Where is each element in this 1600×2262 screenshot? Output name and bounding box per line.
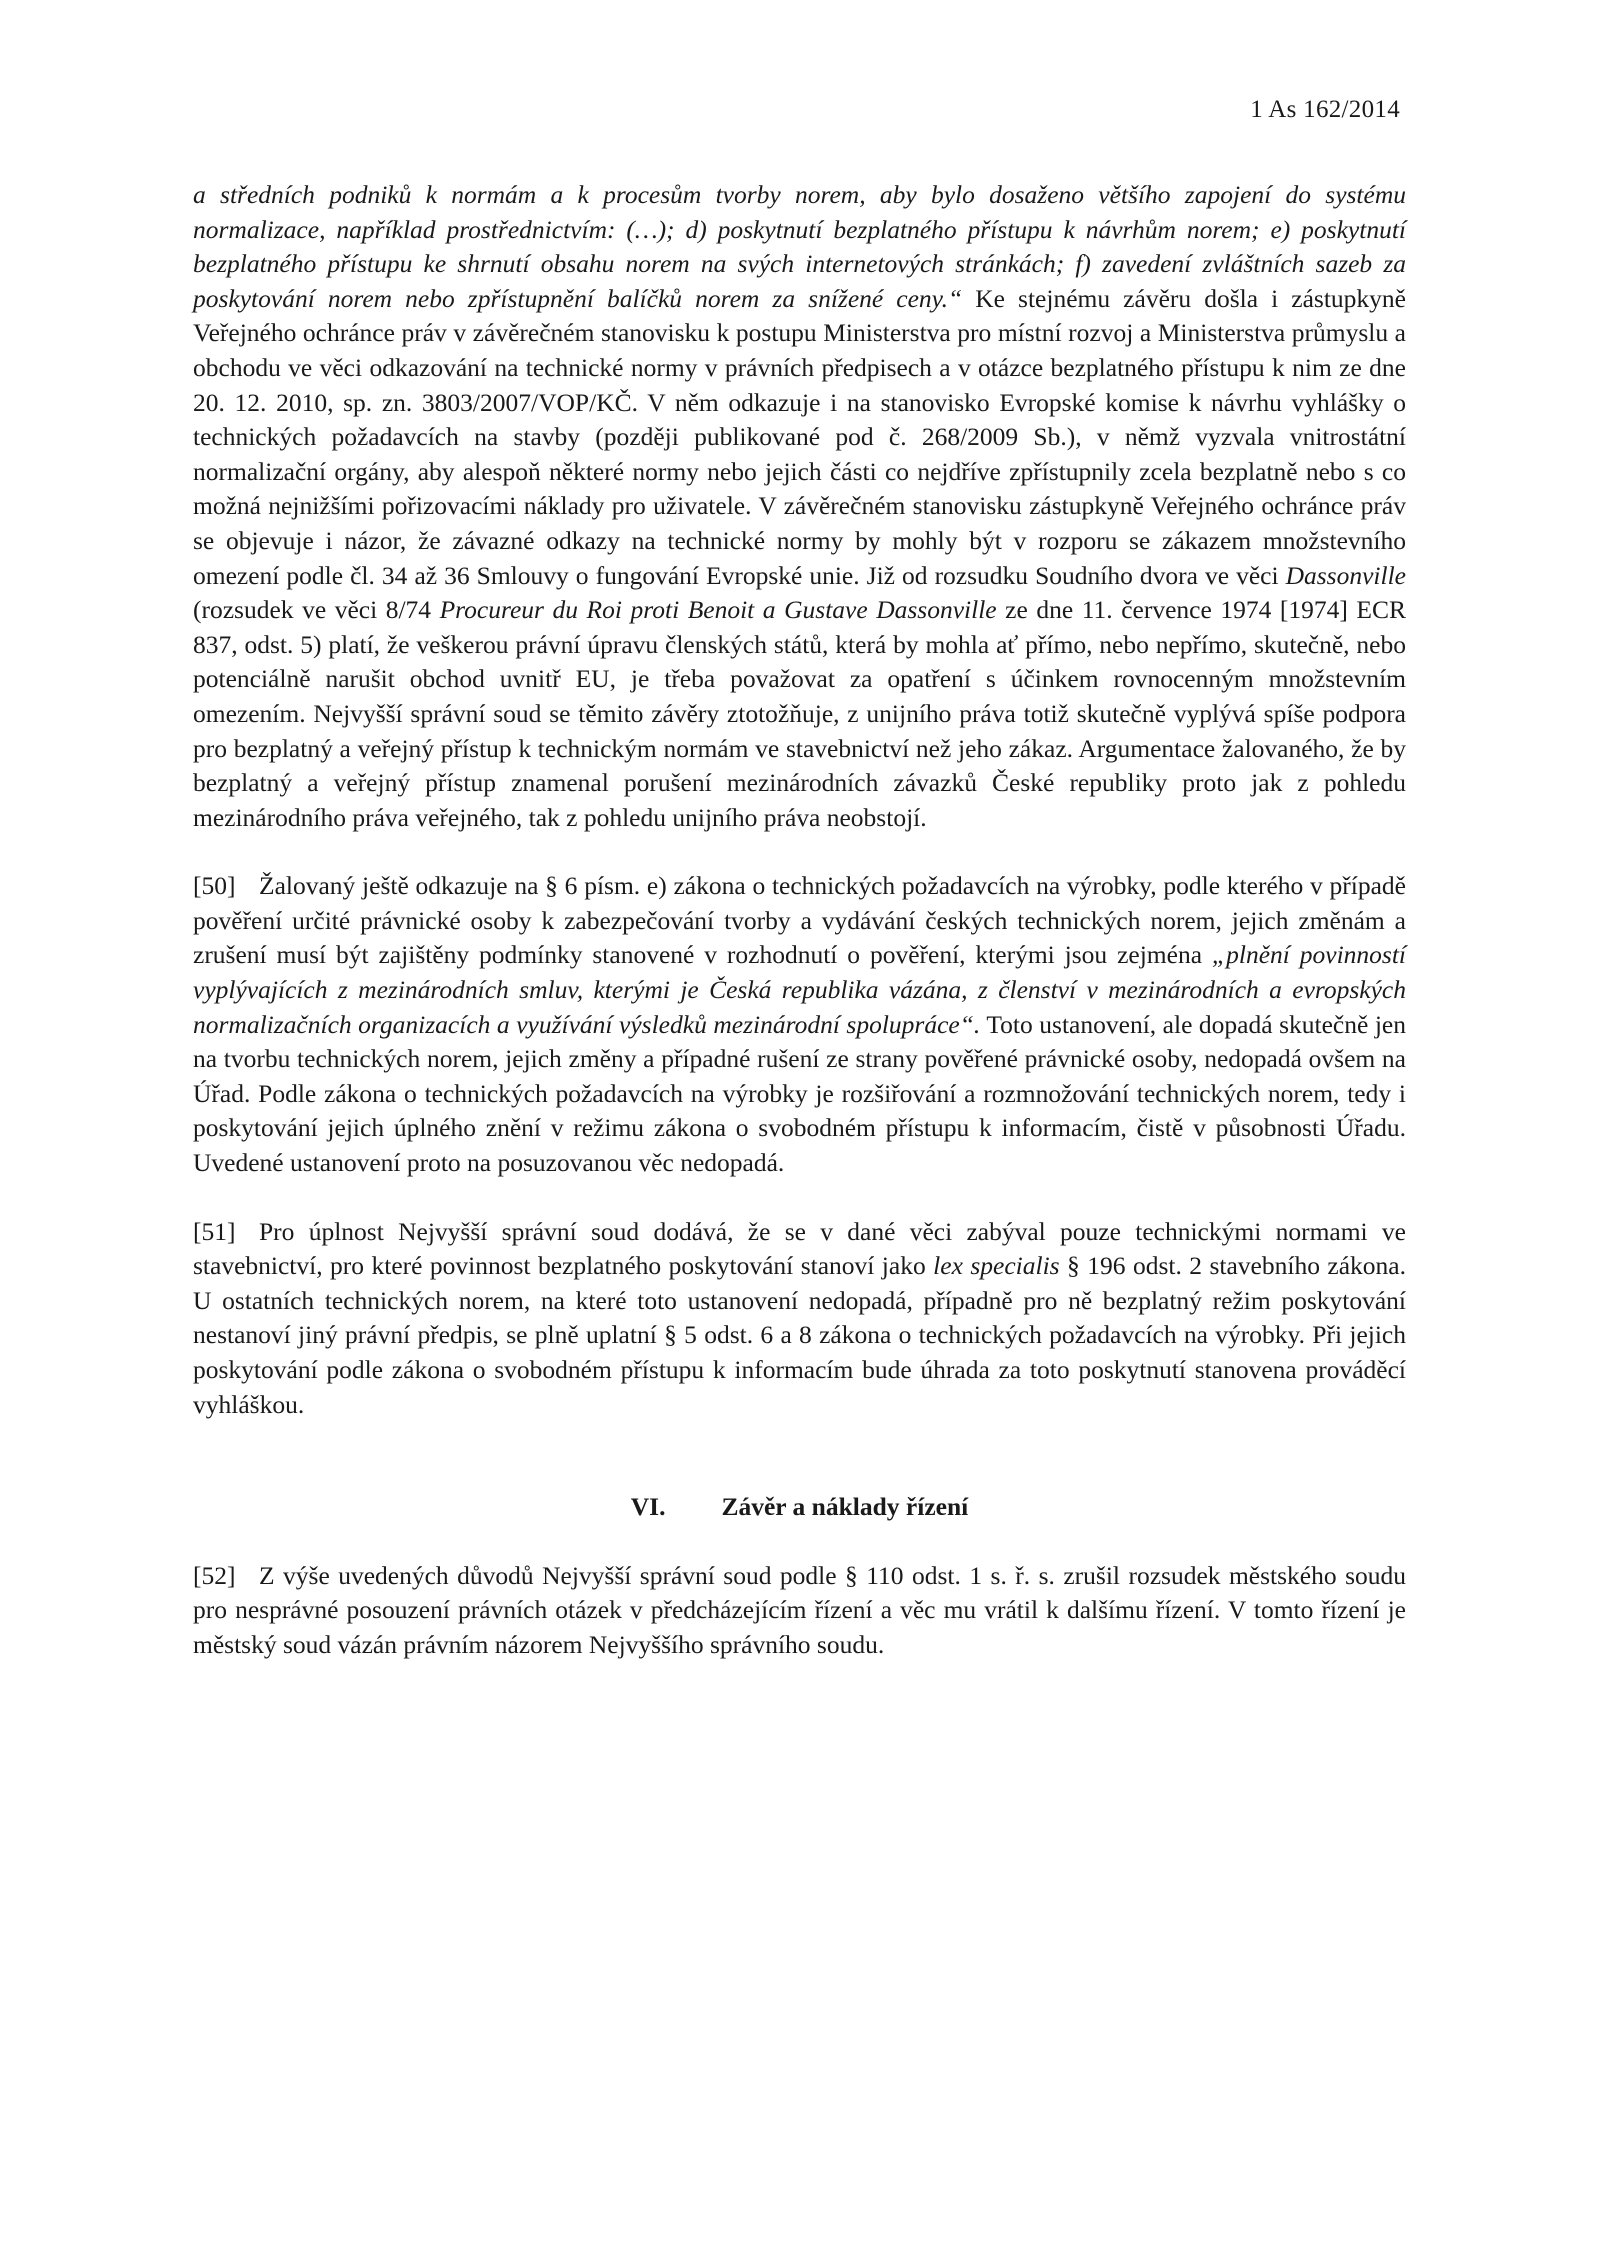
document-body — [193, 178, 1406, 1663]
section-number: VI. — [630, 1492, 666, 1522]
quote-italic: „plnění povinností vyplývajících z mezinárodních smluv, kterými je Česká republika vázána, z členství v mezinárodních a evropských normalizačních organizacích a využívání výsledků mezinárodní spolupráce“. — [193, 940, 1406, 1039]
lex-specialis-italic: lex specialis — [933, 1251, 1060, 1281]
paragraph-number: [50] — [193, 871, 236, 901]
case-name-italic: Dassonville — [1285, 560, 1406, 590]
paragraph-text: Z výše uvedených důvodů Nejvyšší správní soud podle § 110 odst. 1 s. ř. s. zrušil rozsudek městského soudu pro nesprávné posouzení právních otázek v předcházejícím řízení a věc mu vrátil k dalšímu řízení. V tomto řízení je městský soud vázán právním názorem Nejvyššího správního soudu. — [193, 1560, 1406, 1659]
case-title-italic: Procureur du Roi proti Benoit a Gustave Dassonville — [439, 595, 997, 625]
paragraph-text: Ke stejnému závěru došla i zástupkyně Veřejného ochránce práv v závěrečném stanovisku k postupu Ministerstva pro místní rozvoj a Ministerstva průmyslu a obchodu ve věci odkazování na technické normy v právních předpisech a v otázce bezplatného přístupu k nim ze dne 20. 12. 2010, sp. zn. 3803/2007/VOP/KČ. V něm odkazuje i na stanovisko Evropské komise k návrhu vyhlášky o technických požadavcích na stavby (později publikované pod č. 268/2009 Sb.), v němž vyzvala vnitrostátní normalizační orgány, aby alespoň některé normy nebo jejich části co nejdříve zpřístupnily zcela bezplatně nebo s co možná nejnižšími pořizovacími náklady pro uživatele. V závěrečném stanovisku zástupkyně Veřejného ochránce práv se objevuje i názor, že závazné odkazy na technické normy by mohly být v rozporu se zákazem množstevního omezení podle čl. 34 až 36 Smlouvy o fungování Evropské unie. Již od rozsudku Soudního dvora ve věci — [193, 283, 1406, 590]
section-heading-vi — [193, 1490, 1406, 1525]
paragraph-51 — [193, 1215, 1406, 1423]
paragraph-49-continuation — [193, 178, 1406, 835]
paragraph-number: [52] — [193, 1560, 236, 1590]
paragraph-text: Toto ustanovení, ale dopadá skutečně jen na tvorbu technických norem, jejich změny a případné rušení ze strany pověřené právnické osoby, nedopadá ovšem na Úřad. Podle zákona o technických požadavcích na výrobky je rozšiřování a rozmnožování technických norem, tedy i poskytování jejich úplného znění v režimu zákona o svobodném přístupu k informacím, čistě v působnosti Úřadu. Uvedené ustanovení proto na posuzovanou věc nedopadá. — [193, 1009, 1406, 1178]
section-title: Závěr a náklady řízení — [721, 1492, 969, 1522]
paragraph-text: (rozsudek ve věci 8/74 — [193, 595, 440, 625]
paragraph-number: [51] — [193, 1216, 236, 1246]
paragraph-text: § 196 odst. 2 stavebního zákona. U ostatních technických norem, na které toto ustanovení nedopadá, případně pro ně bezplatný režim poskytování nestanoví jiný právní předpis, se plně uplatní § 5 odst. 6 a 8 zákona o technických požadavcích na výrobky. Při jejich poskytování podle zákona o svobodném přístupu k informacím bude úhrada za toto poskytnutí stanovena prováděcí vyhláškou. — [193, 1251, 1406, 1419]
paragraph-text: Žalovaný ještě odkazuje na § 6 písm. e) zákona o technických požadavcích na výrobky, podle kterého v případě pověření určité právnické osoby k zabezpečování tvorby a vydávání českých technických norem, jejich změnám a zrušení musí být zajištěny podmínky stanovené v rozhodnutí o pověření, kterými jsou zejména — [193, 871, 1406, 970]
paragraph-text: Pro úplnost Nejvyšší správní soud dodává, že se v dané věci zabýval pouze technickými normami ve stavebnictví, pro které povinnost bezplatného poskytování stanoví jako — [193, 1216, 1406, 1281]
paragraph-text: ze dne 11. července 1974 [1974] ECR 837, odst. 5) platí, že veškerou právní úpravu členských států, která by mohla ať přímo, nebo nepřímo, skutečně, nebo potenciálně narušit obchod uvnitř EU, je třeba považovat za opatření s účinkem rovnocenným množstevním omezením. Nejvyšší správní soud se těmito závěry ztotožňuje, z unijního práva totiž skutečně vyplývá spíše podpora pro bezplatný a veřejný přístup k technickým normám ve stavebnictví než jeho zákaz. Argumentace žalovaného, že by bezplatný a veřejný přístup znamenal porušení mezinárodních závazků České republiky proto jak z pohledu mezinárodního práva veřejného, tak z pohledu unijního práva neobstojí. — [193, 595, 1406, 832]
quote-italic: a středních podniků k normám a k procesům tvorby norem, aby bylo dosaženo většího zapojení do systému normalizace, například prostřednictvím: (…); d) poskytnutí bezplatného přístupu k návrhům norem; e) poskytnutí bezplatného přístupu ke shrnutí obsahu norem na svých internetových stránkách; f) zavedení zvláštních sazeb za poskytování norem nebo zpřístupnění balíčků norem za snížené ceny.“ — [193, 180, 1406, 313]
case-number: 1 As 162/2014 — [1250, 96, 1400, 123]
paragraph-50 — [193, 869, 1406, 1180]
paragraph-52 — [193, 1559, 1406, 1663]
